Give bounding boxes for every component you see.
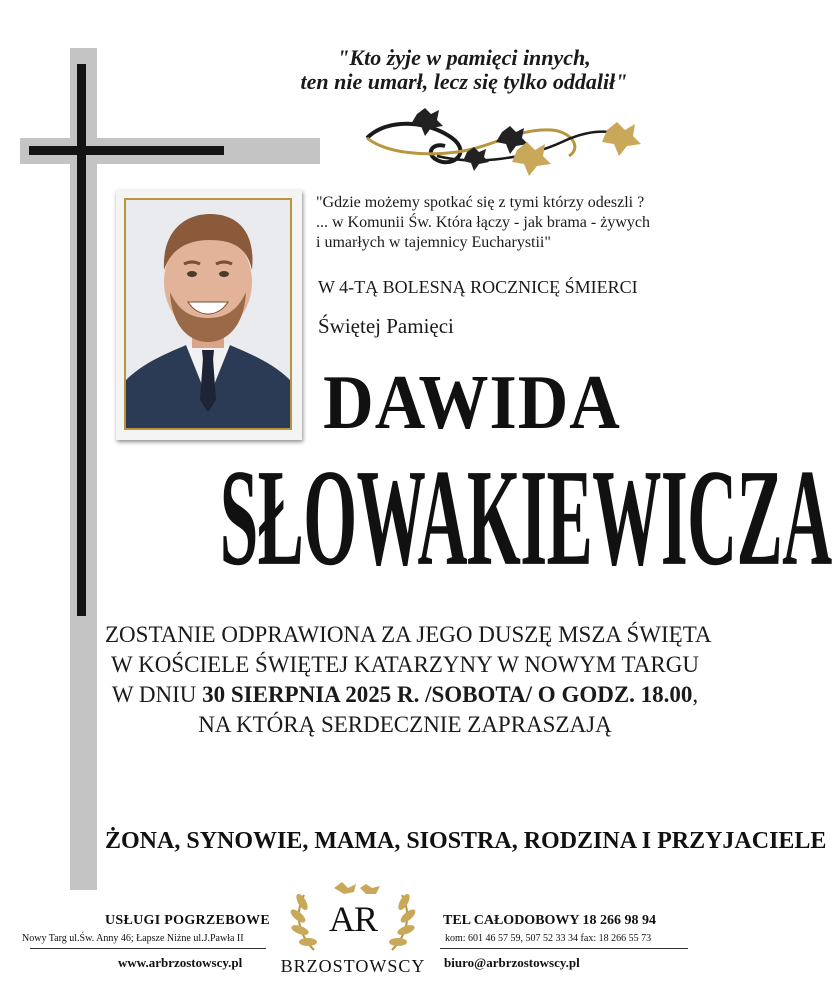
company-logo	[274, 880, 432, 980]
mass-date: 30 SIERPNIA 2025 R. /SOBOTA/ O GODZ. 18.00	[202, 682, 693, 707]
mass-line-4: NA KTÓRĄ SERDECZNIE ZAPRASZAJĄ	[198, 712, 612, 737]
eucharist-quote	[316, 193, 696, 253]
mass-line-2: W KOŚCIELE ŚWIĘTEJ KATARZYNY W NOWYM TARGU	[111, 652, 699, 677]
mass-date-prefix: W DNIU	[111, 682, 203, 707]
funeral-services-title: USŁUGI POGRZEBOWE	[105, 913, 270, 928]
footer-divider-right	[440, 948, 688, 949]
footer-divider-left	[30, 948, 266, 949]
mass-announcement	[105, 620, 712, 740]
mass-line-3	[105, 680, 705, 710]
email-link[interactable]: biuro@arbrzostowscy.pl	[444, 955, 580, 970]
phone-contacts: kom: 601 46 57 59, 507 52 33 34 fax: 18 266 55 73	[445, 933, 652, 944]
phone-title: TEL CAŁODOBOWY 18 266 98 94	[443, 913, 657, 928]
website-link[interactable]: www.arbrzostowscy.pl	[118, 955, 243, 970]
eucharist-quote-line-1: "Gdzie możemy spotkać się z tymi którzy odeszli ?	[316, 194, 645, 211]
top-quote-line-2: ten nie umarł, lecz się tylko oddalił"	[300, 69, 628, 94]
vine-ornament-icon	[357, 108, 642, 190]
logo-mark: AR	[328, 899, 377, 939]
funeral-services-address: Nowy Targ ul.Św. Anny 46; Łapsze Niżne ul.J.Pawła II	[22, 933, 244, 944]
anniversary-text: W 4-TĄ BOLESNĄ ROCZNICĘ ŚMIERCI	[318, 277, 638, 297]
eucharist-quote-line-2: ... w Komunii Św. Która łączy - jak brama - żywych	[316, 214, 650, 231]
portrait-photo	[116, 190, 302, 440]
logo-name: BRZOSTOWSCY	[280, 956, 426, 976]
family-signature: ŻONA, SYNOWIE, MAMA, SIOSTRA, RODZINA I PRZYJACIELE	[105, 828, 827, 854]
portrait-image	[126, 200, 290, 428]
top-quote-line-1: "Kto żyje w pamięci innych,	[337, 45, 591, 70]
eucharist-quote-line-3: i umarłych w tajemnicy Eucharystii"	[316, 234, 551, 251]
mass-date-suffix: ,	[692, 682, 699, 707]
top-quote	[250, 46, 678, 94]
memory-text: Świętej Pamięci	[318, 314, 454, 338]
deceased-last-name: SŁOWAKIEWICZA	[219, 440, 832, 595]
mass-line-1: ZOSTANIE ODPRAWIONA ZA JEGO DUSZĘ MSZA ŚWIĘTA	[105, 622, 712, 647]
cross-bar	[29, 146, 224, 155]
deceased-first-name: DAWIDA	[323, 361, 621, 446]
